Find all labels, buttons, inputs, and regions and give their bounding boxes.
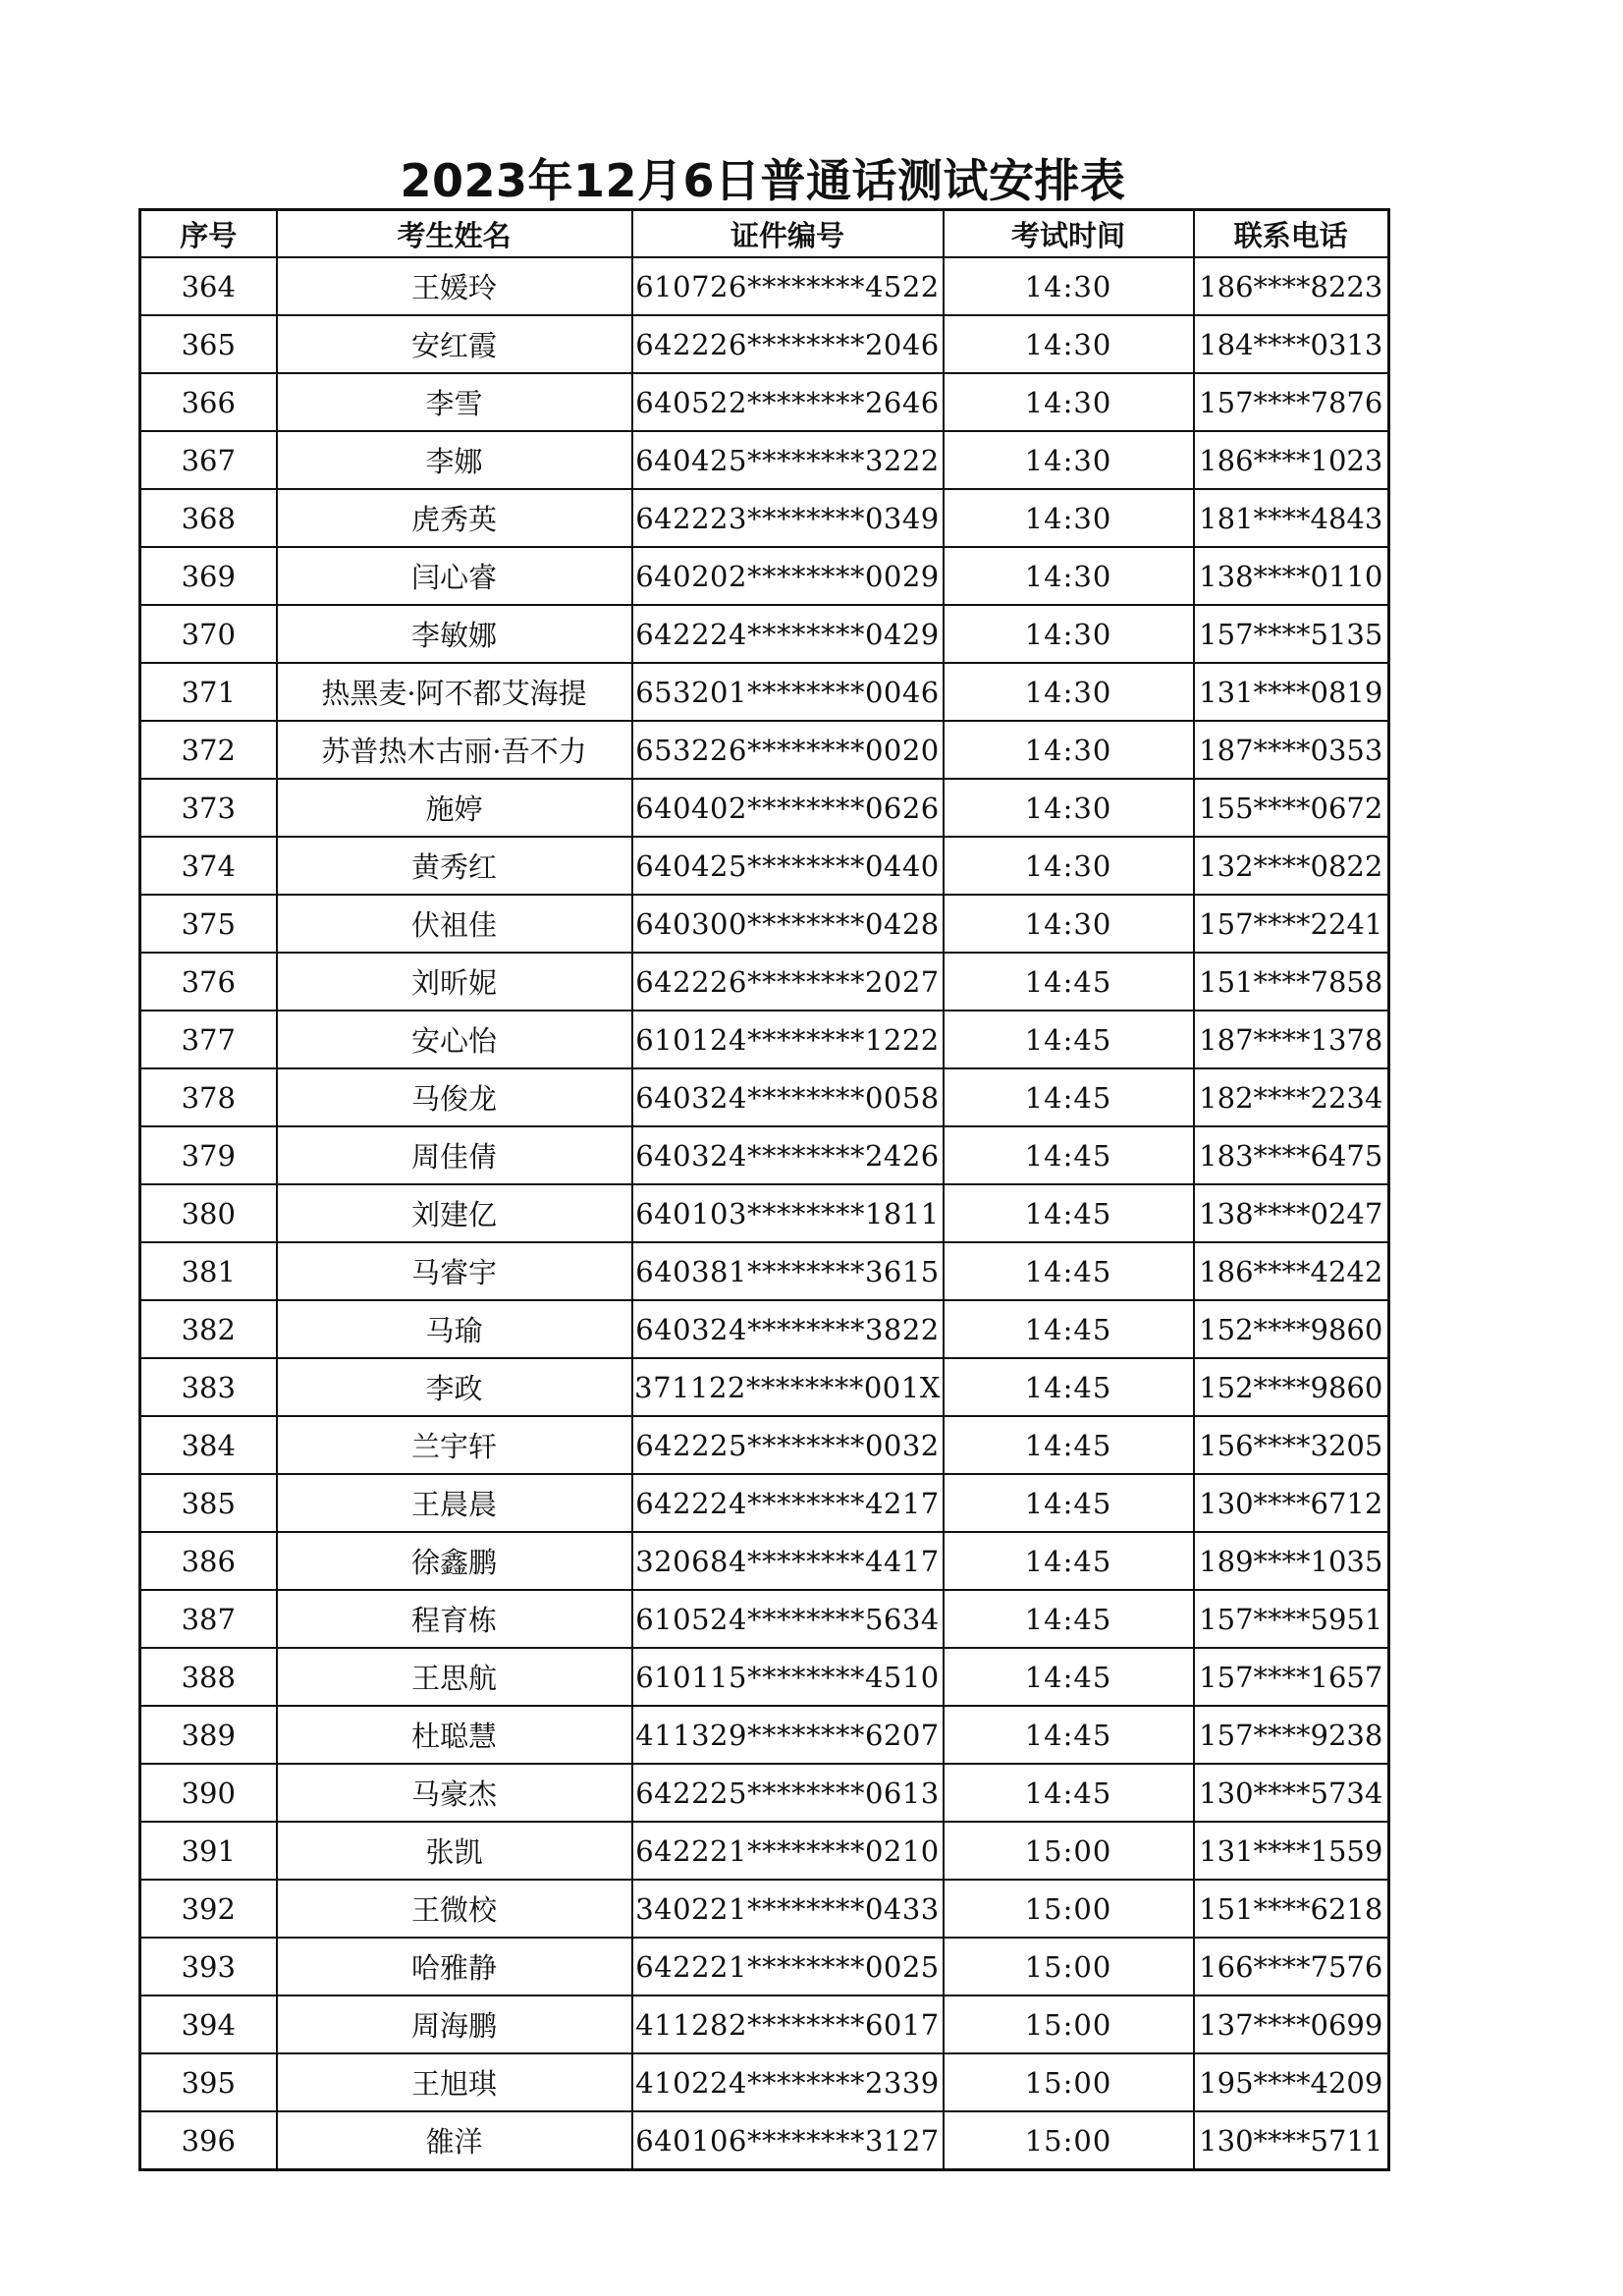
table-row xyxy=(140,895,1389,953)
table-row xyxy=(140,1068,1389,1126)
cell-name: 李敏娜 xyxy=(277,605,632,663)
cell-phone: 187****0353 xyxy=(1194,721,1389,779)
cell-seq: 387 xyxy=(140,1590,277,1648)
cell-phone: 157****5951 xyxy=(1194,1590,1389,1648)
table-header-row xyxy=(140,210,1389,258)
cell-exam-time: 14:30 xyxy=(944,779,1194,837)
table-row xyxy=(140,1995,1389,2053)
cell-exam-time: 14:30 xyxy=(944,373,1194,431)
cell-name: 施婷 xyxy=(277,779,632,837)
cell-exam-time: 15:00 xyxy=(944,1880,1194,1938)
cell-seq: 374 xyxy=(140,837,277,895)
cell-id-number: 610124********1222 xyxy=(632,1011,944,1068)
cell-phone: 152****9860 xyxy=(1194,1358,1389,1416)
cell-phone: 189****1035 xyxy=(1194,1532,1389,1590)
cell-exam-time: 14:45 xyxy=(944,1242,1194,1300)
cell-name: 张凯 xyxy=(277,1822,632,1880)
header-name: 考生姓名 xyxy=(277,210,632,258)
header-id-number: 证件编号 xyxy=(632,210,944,258)
cell-id-number: 610726********4522 xyxy=(632,257,944,315)
page-title: 2023年12月6日普通话测试安排表 xyxy=(400,154,1126,207)
cell-exam-time: 15:00 xyxy=(944,2111,1194,2170)
cell-name: 李娜 xyxy=(277,431,632,489)
cell-name: 闫心睿 xyxy=(277,547,632,605)
cell-phone: 183****6475 xyxy=(1194,1126,1389,1184)
cell-exam-time: 14:45 xyxy=(944,1532,1194,1590)
cell-id-number: 640381********3615 xyxy=(632,1242,944,1300)
cell-name: 黄秀红 xyxy=(277,837,632,895)
schedule-table xyxy=(138,208,1390,2171)
cell-id-number: 610524********5634 xyxy=(632,1590,944,1648)
cell-seq: 385 xyxy=(140,1474,277,1532)
cell-seq: 384 xyxy=(140,1416,277,1474)
cell-seq: 395 xyxy=(140,2053,277,2111)
cell-seq: 369 xyxy=(140,547,277,605)
cell-phone: 157****5135 xyxy=(1194,605,1389,663)
cell-phone: 157****1657 xyxy=(1194,1648,1389,1706)
cell-id-number: 610115********4510 xyxy=(632,1648,944,1706)
cell-id-number: 411329********6207 xyxy=(632,1706,944,1764)
cell-name: 王思航 xyxy=(277,1648,632,1706)
cell-name: 李政 xyxy=(277,1358,632,1416)
table-row xyxy=(140,373,1389,431)
cell-seq: 368 xyxy=(140,489,277,547)
cell-phone: 157****9238 xyxy=(1194,1706,1389,1764)
table-row xyxy=(140,1880,1389,1938)
cell-phone: 184****0313 xyxy=(1194,315,1389,373)
cell-phone: 152****9860 xyxy=(1194,1300,1389,1358)
cell-name: 哈雅静 xyxy=(277,1938,632,1995)
cell-id-number: 640402********0626 xyxy=(632,779,944,837)
cell-exam-time: 14:45 xyxy=(944,1300,1194,1358)
cell-phone: 156****3205 xyxy=(1194,1416,1389,1474)
cell-name: 周海鹏 xyxy=(277,1995,632,2053)
cell-phone: 130****6712 xyxy=(1194,1474,1389,1532)
table-row xyxy=(140,1184,1389,1242)
table-row xyxy=(140,1416,1389,1474)
table-row xyxy=(140,1474,1389,1532)
table-row xyxy=(140,1126,1389,1184)
table-row xyxy=(140,779,1389,837)
cell-id-number: 642223********0349 xyxy=(632,489,944,547)
table-row xyxy=(140,1764,1389,1822)
cell-id-number: 642224********0429 xyxy=(632,605,944,663)
cell-name: 马瑜 xyxy=(277,1300,632,1358)
table-body xyxy=(140,257,1389,2170)
table-row xyxy=(140,1011,1389,1068)
cell-id-number: 640300********0428 xyxy=(632,895,944,953)
cell-id-number: 642225********0032 xyxy=(632,1416,944,1474)
table-row xyxy=(140,2053,1389,2111)
cell-seq: 365 xyxy=(140,315,277,373)
cell-seq: 396 xyxy=(140,2111,277,2170)
cell-id-number: 642221********0025 xyxy=(632,1938,944,1995)
cell-name: 马睿宇 xyxy=(277,1242,632,1300)
cell-phone: 132****0822 xyxy=(1194,837,1389,895)
cell-name: 王晨晨 xyxy=(277,1474,632,1532)
table-row xyxy=(140,1300,1389,1358)
cell-name: 兰宇轩 xyxy=(277,1416,632,1474)
cell-phone: 138****0110 xyxy=(1194,547,1389,605)
cell-name: 苏普热木古丽·吾不力 xyxy=(277,721,632,779)
cell-phone: 157****2241 xyxy=(1194,895,1389,953)
table-row xyxy=(140,721,1389,779)
cell-name: 李雪 xyxy=(277,373,632,431)
cell-exam-time: 14:45 xyxy=(944,1011,1194,1068)
table-row xyxy=(140,2111,1389,2170)
cell-id-number: 640324********3822 xyxy=(632,1300,944,1358)
cell-phone: 181****4843 xyxy=(1194,489,1389,547)
header-phone: 联系电话 xyxy=(1194,210,1389,258)
cell-phone: 151****7858 xyxy=(1194,953,1389,1011)
table-row xyxy=(140,1358,1389,1416)
cell-id-number: 320684********4417 xyxy=(632,1532,944,1590)
cell-seq: 392 xyxy=(140,1880,277,1938)
cell-seq: 373 xyxy=(140,779,277,837)
cell-phone: 182****2234 xyxy=(1194,1068,1389,1126)
table-row xyxy=(140,1532,1389,1590)
cell-seq: 379 xyxy=(140,1126,277,1184)
cell-seq: 389 xyxy=(140,1706,277,1764)
cell-id-number: 642221********0210 xyxy=(632,1822,944,1880)
cell-name: 热黑麦·阿不都艾海提 xyxy=(277,663,632,721)
cell-phone: 186****8223 xyxy=(1194,257,1389,315)
cell-seq: 380 xyxy=(140,1184,277,1242)
cell-name: 马豪杰 xyxy=(277,1764,632,1822)
cell-exam-time: 14:45 xyxy=(944,1126,1194,1184)
cell-name: 王微校 xyxy=(277,1880,632,1938)
cell-phone: 166****7576 xyxy=(1194,1938,1389,1995)
cell-seq: 388 xyxy=(140,1648,277,1706)
cell-phone: 130****5734 xyxy=(1194,1764,1389,1822)
cell-name: 雒洋 xyxy=(277,2111,632,2170)
cell-id-number: 642225********0613 xyxy=(632,1764,944,1822)
header-exam-time: 考试时间 xyxy=(944,210,1194,258)
cell-name: 徐鑫鹏 xyxy=(277,1532,632,1590)
cell-exam-time: 14:30 xyxy=(944,489,1194,547)
cell-id-number: 642226********2046 xyxy=(632,315,944,373)
cell-id-number: 340221********0433 xyxy=(632,1880,944,1938)
cell-seq: 383 xyxy=(140,1358,277,1416)
cell-seq: 382 xyxy=(140,1300,277,1358)
table-row xyxy=(140,1706,1389,1764)
cell-seq: 381 xyxy=(140,1242,277,1300)
table-row xyxy=(140,257,1389,315)
cell-name: 杜聪慧 xyxy=(277,1706,632,1764)
cell-exam-time: 14:45 xyxy=(944,1764,1194,1822)
cell-exam-time: 14:30 xyxy=(944,257,1194,315)
cell-id-number: 640324********0058 xyxy=(632,1068,944,1126)
cell-name: 虎秀英 xyxy=(277,489,632,547)
cell-id-number: 640425********3222 xyxy=(632,431,944,489)
table-row xyxy=(140,605,1389,663)
cell-seq: 371 xyxy=(140,663,277,721)
cell-phone: 137****0699 xyxy=(1194,1995,1389,2053)
cell-id-number: 640425********0440 xyxy=(632,837,944,895)
cell-phone: 155****0672 xyxy=(1194,779,1389,837)
cell-phone: 195****4209 xyxy=(1194,2053,1389,2111)
cell-id-number: 653226********0020 xyxy=(632,721,944,779)
cell-exam-time: 14:45 xyxy=(944,1416,1194,1474)
cell-name: 刘建亿 xyxy=(277,1184,632,1242)
cell-exam-time: 14:45 xyxy=(944,1706,1194,1764)
cell-exam-time: 15:00 xyxy=(944,1995,1194,2053)
cell-seq: 364 xyxy=(140,257,277,315)
cell-exam-time: 14:30 xyxy=(944,721,1194,779)
cell-seq: 378 xyxy=(140,1068,277,1126)
cell-exam-time: 14:45 xyxy=(944,1648,1194,1706)
cell-phone: 186****4242 xyxy=(1194,1242,1389,1300)
cell-exam-time: 14:30 xyxy=(944,605,1194,663)
cell-seq: 370 xyxy=(140,605,277,663)
cell-phone: 157****7876 xyxy=(1194,373,1389,431)
header-seq: 序号 xyxy=(140,210,277,258)
table-row xyxy=(140,1648,1389,1706)
cell-exam-time: 14:45 xyxy=(944,1068,1194,1126)
cell-id-number: 640324********2426 xyxy=(632,1126,944,1184)
cell-exam-time: 14:30 xyxy=(944,837,1194,895)
cell-phone: 131****0819 xyxy=(1194,663,1389,721)
cell-id-number: 640522********2646 xyxy=(632,373,944,431)
cell-exam-time: 15:00 xyxy=(944,2053,1194,2111)
cell-name: 马俊龙 xyxy=(277,1068,632,1126)
cell-id-number: 640103********1811 xyxy=(632,1184,944,1242)
cell-id-number: 642224********4217 xyxy=(632,1474,944,1532)
cell-seq: 367 xyxy=(140,431,277,489)
table-row xyxy=(140,489,1389,547)
cell-exam-time: 14:30 xyxy=(944,547,1194,605)
cell-exam-time: 14:45 xyxy=(944,1590,1194,1648)
cell-exam-time: 14:30 xyxy=(944,895,1194,953)
table-row xyxy=(140,663,1389,721)
cell-exam-time: 15:00 xyxy=(944,1822,1194,1880)
cell-name: 程育栋 xyxy=(277,1590,632,1648)
cell-id-number: 411282********6017 xyxy=(632,1995,944,2053)
cell-id-number: 410224********2339 xyxy=(632,2053,944,2111)
table-row xyxy=(140,315,1389,373)
cell-phone: 130****5711 xyxy=(1194,2111,1389,2170)
cell-seq: 391 xyxy=(140,1822,277,1880)
cell-seq: 366 xyxy=(140,373,277,431)
cell-seq: 376 xyxy=(140,953,277,1011)
cell-seq: 390 xyxy=(140,1764,277,1822)
cell-name: 刘昕妮 xyxy=(277,953,632,1011)
table-row xyxy=(140,1590,1389,1648)
cell-phone: 138****0247 xyxy=(1194,1184,1389,1242)
cell-name: 周佳倩 xyxy=(277,1126,632,1184)
cell-name: 王媛玲 xyxy=(277,257,632,315)
cell-seq: 372 xyxy=(140,721,277,779)
cell-name: 王旭琪 xyxy=(277,2053,632,2111)
table-row xyxy=(140,837,1389,895)
cell-id-number: 640106********3127 xyxy=(632,2111,944,2170)
table-row xyxy=(140,547,1389,605)
cell-phone: 151****6218 xyxy=(1194,1880,1389,1938)
table-row xyxy=(140,1822,1389,1880)
table-row xyxy=(140,1938,1389,1995)
table-row xyxy=(140,953,1389,1011)
cell-seq: 386 xyxy=(140,1532,277,1590)
cell-name: 安心怡 xyxy=(277,1011,632,1068)
cell-exam-time: 14:30 xyxy=(944,315,1194,373)
cell-exam-time: 15:00 xyxy=(944,1938,1194,1995)
cell-id-number: 640202********0029 xyxy=(632,547,944,605)
cell-seq: 394 xyxy=(140,1995,277,2053)
cell-exam-time: 14:45 xyxy=(944,1184,1194,1242)
cell-exam-time: 14:30 xyxy=(944,663,1194,721)
cell-exam-time: 14:30 xyxy=(944,431,1194,489)
cell-phone: 187****1378 xyxy=(1194,1011,1389,1068)
cell-name: 伏祖佳 xyxy=(277,895,632,953)
cell-id-number: 642226********2027 xyxy=(632,953,944,1011)
cell-seq: 377 xyxy=(140,1011,277,1068)
cell-name: 安红霞 xyxy=(277,315,632,373)
cell-seq: 375 xyxy=(140,895,277,953)
cell-id-number: 653201********0046 xyxy=(632,663,944,721)
table-row xyxy=(140,1242,1389,1300)
cell-id-number: 371122********001X xyxy=(632,1358,944,1416)
cell-seq: 393 xyxy=(140,1938,277,1995)
cell-phone: 186****1023 xyxy=(1194,431,1389,489)
table-row xyxy=(140,431,1389,489)
cell-exam-time: 14:45 xyxy=(944,1474,1194,1532)
cell-phone: 131****1559 xyxy=(1194,1822,1389,1880)
cell-exam-time: 14:45 xyxy=(944,953,1194,1011)
cell-exam-time: 14:45 xyxy=(944,1358,1194,1416)
